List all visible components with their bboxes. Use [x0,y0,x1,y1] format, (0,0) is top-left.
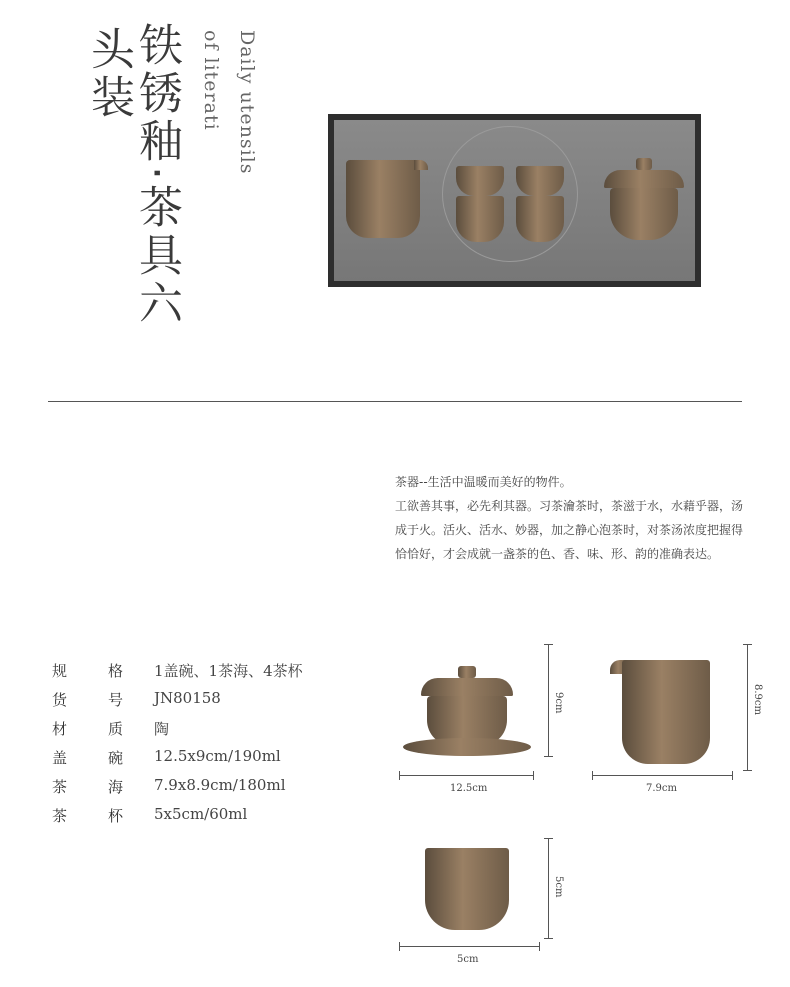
cup-width-label: 5cm [457,954,479,965]
cup-illustration [456,166,504,196]
subtitle-line-2: of literati [200,30,222,131]
spec-key-char-1: 货 [52,691,68,709]
spec-value: 12.5x9cm/190ml [154,747,281,765]
cup-measurement [395,834,575,974]
product-box-image [328,114,701,287]
spec-key-char-2: 杯 [108,807,124,825]
gaiwan-height-label: 9cm [553,692,564,714]
cup-illustration [456,196,504,242]
pitcher-spout [414,160,428,170]
spec-key-char-2: 质 [108,720,124,738]
pitcher-illustration [346,160,420,238]
pitcher-width-label: 7.9cm [646,783,677,794]
subtitle-line-1: Daily utensils [236,30,258,175]
spec-key-char-1: 茶 [52,807,68,825]
gaiwan-lid [421,678,513,696]
spec-value: 5x5cm/60ml [154,805,248,823]
spec-key-char-1: 材 [52,720,68,738]
box-tray [334,120,695,281]
pitcher-measurement [588,640,768,800]
title-line-1: 铁锈釉·茶具六 [131,22,182,328]
cup-body [425,848,509,930]
section-divider [48,401,742,402]
gaiwan-width-label: 12.5cm [450,783,488,794]
cup-illustration [516,196,564,242]
gaiwan-bowl [610,188,678,240]
intro-line-2: 工欲善其事，必先利其器。习茶瀹茶时，茶滋于水，水藉乎器，汤成于火。活火、活水、妙器，加之静心泡茶时，对茶汤浓度把握得恰恰好，才会成就一盏茶的色、香、味、形、韵的准确表达。 [395,499,744,561]
intro-text [395,470,745,566]
gaiwan-knob [636,158,652,170]
gaiwan-saucer [403,738,531,756]
spec-key-char-1: 规 [52,662,68,680]
intro-line-1: 茶器--生活中温暖而美好的物件。 [395,475,572,489]
spec-key-char-1: 茶 [52,778,68,796]
cup-illustration [516,166,564,196]
spec-value: JN80158 [154,689,221,707]
spec-value: 7.9x8.9cm/180ml [154,776,286,794]
pitcher-body [622,660,710,764]
spec-key-char-1: 盖 [52,749,68,767]
spec-key-char-2: 格 [108,662,124,680]
title-line-2: 头装 [83,26,134,122]
gaiwan-measurement [395,640,565,800]
cup-height-label: 5cm [553,876,564,898]
tray-circle-recess [442,126,578,262]
spec-value: 陶 [154,720,170,738]
spec-key-char-2: 号 [108,691,124,709]
spec-key-char-2: 海 [108,778,124,796]
pitcher-height-label: 8.9cm [752,684,763,715]
spec-key-char-2: 碗 [108,749,124,767]
gaiwan-knob [458,666,476,678]
spec-value: 1盖碗、1茶海、4茶杯 [154,662,303,680]
gaiwan-lid [604,170,684,188]
